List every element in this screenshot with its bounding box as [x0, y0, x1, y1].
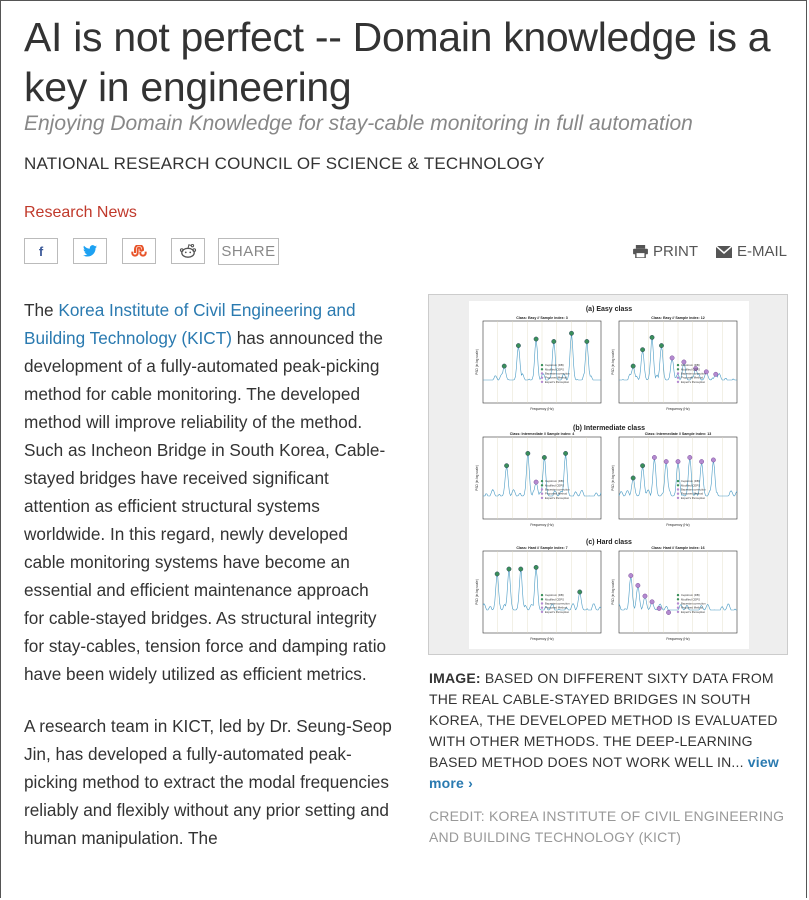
- panel-b-title: (b) Intermediate class: [573, 425, 645, 432]
- plot-ylabel: PSD (in log scale): [611, 465, 615, 491]
- peak-marker: [643, 594, 647, 598]
- email-button[interactable]: [716, 243, 787, 260]
- legend-entry: Bayesian correction: [545, 601, 570, 606]
- image-credit: CREDIT: KOREA INSTITUTE OF CIVIL ENGINEERING AND BUILDING TECHNOLOGY (KICT): [429, 808, 785, 845]
- legend-entry: Bayesian correction: [545, 487, 570, 492]
- plot-title: Class: Hard // Sample index: 16: [651, 546, 705, 550]
- plot-title: Class: Easy // Sample index: 3: [516, 316, 568, 320]
- plot-xlabel: Frequency (Hz): [530, 523, 554, 527]
- psd-subplot: [611, 546, 737, 641]
- legend-entry: Cepstrum (DB): [681, 593, 700, 598]
- plot-xlabel: Frequency (Hz): [666, 523, 690, 527]
- legend-entry: Proposed Method: [681, 491, 704, 496]
- psd-subplot: [475, 546, 601, 641]
- section-label[interactable]: Research News: [24, 204, 137, 221]
- peak-marker: [676, 459, 680, 463]
- psd-subplot: [475, 316, 601, 411]
- legend-marker: [677, 381, 679, 383]
- legend-entry: Cepstrum (DB): [545, 363, 564, 368]
- print-label: PRINT: [653, 243, 698, 260]
- share-button[interactable]: SHARE: [218, 238, 279, 265]
- peak-marker: [563, 451, 567, 455]
- peak-marker: [629, 573, 633, 577]
- legend-marker: [541, 372, 543, 374]
- psd-subplot: [611, 432, 737, 527]
- peak-marker: [569, 331, 573, 335]
- legend-marker: [541, 611, 543, 613]
- legend-entry: Cepstrum (DB): [681, 479, 700, 484]
- plot-title: Class: Intermediate // Sample index: 13: [644, 432, 712, 436]
- peak-marker: [631, 364, 635, 368]
- peak-marker: [711, 458, 715, 462]
- legend-marker: [541, 381, 543, 383]
- print-button[interactable]: [633, 243, 698, 260]
- social-share-bar: [24, 238, 220, 264]
- plot-ylabel: PSD (in log scale): [475, 465, 479, 491]
- legend-entry: Cepstrum (DB): [545, 479, 564, 484]
- legend-marker: [677, 497, 679, 499]
- legend-entry: Modified CEPS: [681, 483, 700, 488]
- plot-ylabel: PSD (in log scale): [611, 579, 615, 605]
- article-body: [24, 296, 392, 876]
- peak-marker: [699, 459, 703, 463]
- legend-marker: [541, 488, 543, 490]
- plot-xlabel: Frequency (Hz): [530, 637, 554, 641]
- legend-marker: [541, 484, 543, 486]
- peak-marker: [507, 567, 511, 571]
- peak-marker: [664, 459, 668, 463]
- legend-marker: [677, 602, 679, 604]
- peak-marker: [516, 343, 520, 347]
- legend-entry: Proposed Method: [545, 375, 568, 380]
- article-paragraph: [24, 296, 392, 688]
- plot-ylabel: PSD (in log scale): [475, 579, 479, 605]
- legend-marker: [677, 607, 679, 609]
- peak-marker: [526, 451, 530, 455]
- legend-marker: [677, 493, 679, 495]
- psd-subplot: [475, 432, 601, 527]
- legend-marker: [541, 497, 543, 499]
- legend-entry: Expert's Perception: [681, 609, 706, 614]
- peak-marker: [657, 606, 661, 610]
- legend-entry: Bayesian correction: [681, 487, 706, 492]
- plot-xlabel: Frequency (Hz): [666, 637, 690, 641]
- legend-entry: Modified CEPS: [681, 597, 700, 602]
- psd-subplot: [611, 316, 737, 411]
- print-icon: [633, 245, 648, 258]
- legend-entry: Bayesian correction: [681, 371, 706, 376]
- peak-marker: [688, 455, 692, 459]
- peak-marker: [670, 356, 674, 360]
- legend-entry: Cepstrum (DB): [681, 363, 700, 368]
- image-caption: [429, 668, 789, 794]
- peak-marker: [585, 339, 589, 343]
- figure-image-box[interactable]: [428, 294, 788, 655]
- legend-entry: Proposed Method: [681, 375, 704, 380]
- twitter-icon: [83, 245, 97, 257]
- peak-marker: [650, 600, 654, 604]
- legend-marker: [541, 607, 543, 609]
- legend-marker: [541, 480, 543, 482]
- legend-marker: [677, 594, 679, 596]
- peak-marker: [495, 572, 499, 576]
- plot-ylabel: PSD (in log scale): [611, 349, 615, 375]
- peak-marker: [502, 364, 506, 368]
- stumbleupon-icon: [131, 245, 147, 257]
- plot-title: Class: Hard // Sample index: 7: [516, 546, 568, 550]
- peak-marker: [542, 455, 546, 459]
- legend-marker: [541, 377, 543, 379]
- legend-entry: Bayesian correction: [681, 601, 706, 606]
- paragraph-rest: has announced the development of a fully-automated peak-picking method for cable monitoring. The developed method will improve reliability of the method. Such as Incheon Bridge in South Korea, Cable-stayed bridges have received significant attention as efficient structural systems worldwide. In this regard, newly developed cable monitoring systems have become an essential and efficient maintenance approach for cable-stayed bridges. As structural integrity for stay-cables, tension force and damping ratio have been widely utilized as efficient metrics.: [24, 328, 387, 684]
- legend-entry: Bayesian correction: [545, 371, 570, 376]
- peak-marker: [631, 476, 635, 480]
- legend-entry: Modified CEPS: [545, 483, 564, 488]
- legend-entry: Proposed Method: [545, 605, 568, 610]
- peak-marker: [552, 339, 556, 343]
- peak-marker: [578, 590, 582, 594]
- legend-entry: Modified CEPS: [681, 367, 700, 372]
- peak-marker: [636, 583, 640, 587]
- kict-link[interactable]: Korea Institute of Civil Engineering and Building Technology (KICT): [24, 300, 356, 348]
- peak-marker: [534, 480, 538, 484]
- legend-marker: [541, 364, 543, 366]
- facebook-icon: f: [38, 243, 44, 259]
- legend-marker: [677, 372, 679, 374]
- legend-entry: Expert's Perception: [545, 379, 570, 384]
- peak-marker: [504, 464, 508, 468]
- psd-figure-svg: [469, 301, 749, 649]
- legend-marker: [541, 493, 543, 495]
- plot-title: Class: Intermediate // Sample index: 4: [509, 432, 575, 436]
- legend-entry: Cepstrum (DB): [545, 593, 564, 598]
- peak-marker: [652, 455, 656, 459]
- plot-xlabel: Frequency (Hz): [530, 407, 554, 411]
- legend-marker: [677, 611, 679, 613]
- article-paragraph: A research team in KICT, led by Dr. Seung-Seop Jin, has developed a fully-automated peak-picking method to extract the modal frequencies reliably and flexibly without any prior setting and human manipulation. The: [24, 716, 392, 848]
- twitter-share-button[interactable]: [73, 238, 107, 264]
- facebook-share-button[interactable]: [24, 238, 58, 264]
- peak-marker: [666, 610, 670, 614]
- plot-xlabel: Frequency (Hz): [666, 407, 690, 411]
- peak-marker: [519, 567, 523, 571]
- legend-marker: [677, 368, 679, 370]
- peak-marker: [659, 343, 663, 347]
- stumbleupon-share-button[interactable]: [122, 238, 156, 264]
- peak-marker: [640, 348, 644, 352]
- legend-marker: [677, 484, 679, 486]
- legend-entry: Expert's Perception: [681, 495, 706, 500]
- peak-marker: [640, 464, 644, 468]
- panel-c-title: (c) Hard class: [586, 539, 632, 546]
- plot-ylabel: PSD (in log scale): [475, 349, 479, 375]
- peak-marker: [714, 372, 718, 376]
- legend-entry: Expert's Perception: [545, 609, 570, 614]
- legend-marker: [541, 594, 543, 596]
- legend-marker: [677, 480, 679, 482]
- view-more-link[interactable]: view more ›: [429, 754, 779, 791]
- legend-entry: Proposed Method: [681, 605, 704, 610]
- page-subtitle: Enjoying Domain Knowledge for stay-cable monitoring in full automation: [24, 112, 693, 135]
- figure-image: [469, 301, 749, 649]
- caption-label: IMAGE:: [429, 670, 481, 686]
- email-label: E-MAIL: [737, 243, 788, 260]
- page-title: AI is not perfect -- Domain knowledge is a key in engineering: [24, 14, 771, 110]
- legend-marker: [541, 598, 543, 600]
- peak-marker: [534, 337, 538, 341]
- legend-marker: [677, 364, 679, 366]
- caption-text: BASED ON DIFFERENT SIXTY DATA FROM THE REAL CABLE-STAYED BRIDGES IN SOUTH KOREA, THE DEVELOPED METHOD IS EVALUATED WITH OTHER METHODS. THE DEEP-LEARNING BASED METHOD DOES NOT WORK WELL IN...: [429, 670, 778, 770]
- plot-title: Class: Easy // Sample index: 12: [651, 316, 705, 320]
- legend-marker: [541, 368, 543, 370]
- panel-a-title: (a) Easy class: [585, 306, 633, 313]
- peak-marker: [650, 335, 654, 339]
- reddit-icon: [179, 243, 197, 259]
- legend-entry: Expert's Perception: [545, 495, 570, 500]
- peak-marker: [534, 565, 538, 569]
- legend-entry: Modified CEPS: [545, 367, 564, 372]
- paragraph-lead: The: [24, 300, 59, 320]
- organization-name[interactable]: NATIONAL RESEARCH COUNCIL OF SCIENCE & TECHNOLOGY: [24, 154, 545, 173]
- legend-marker: [677, 377, 679, 379]
- legend-marker: [541, 602, 543, 604]
- legend-entry: Proposed Method: [545, 491, 568, 496]
- legend-entry: Modified CEPS: [545, 597, 564, 602]
- legend-entry: Expert's Perception: [681, 379, 706, 384]
- legend-marker: [677, 488, 679, 490]
- email-icon: [716, 246, 732, 258]
- reddit-share-button[interactable]: [171, 238, 205, 264]
- legend-marker: [677, 598, 679, 600]
